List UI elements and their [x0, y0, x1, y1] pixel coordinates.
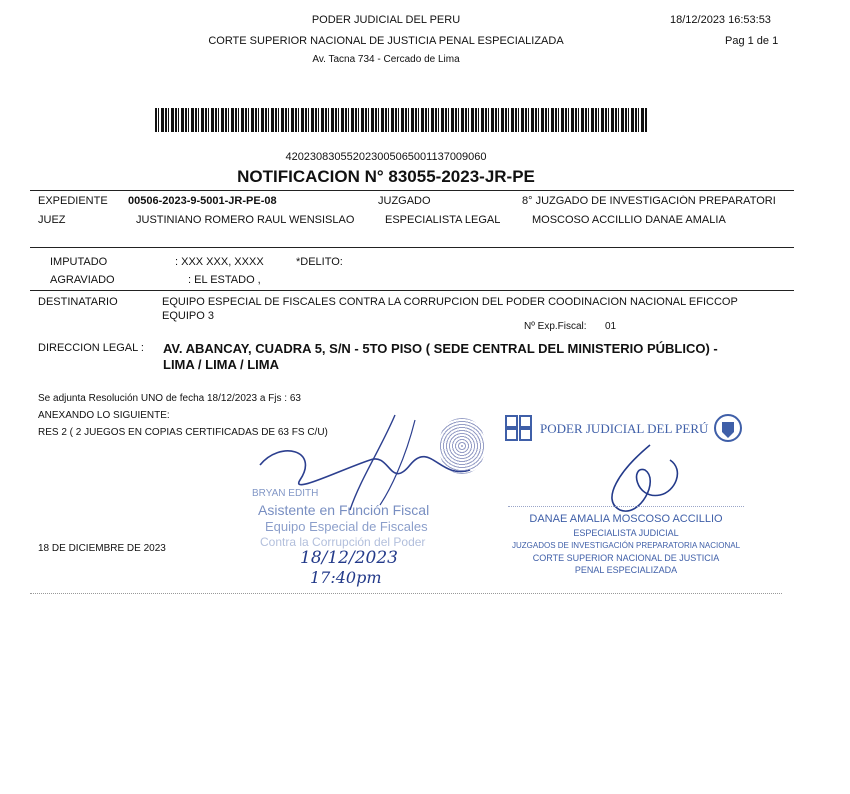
stamp-right-name: DANAE AMALIA MOSCOSO ACCILLIO — [529, 513, 723, 525]
stamp-left-role: Asistente en Función Fiscal — [258, 502, 430, 518]
imputado-value: : XXX XXX, XXXX — [175, 256, 264, 268]
destinatario-line1: EQUIPO ESPECIAL DE FISCALES CONTRA LA CORRUPCION DEL PODER COODINACION NACIONAL EFICCOP — [162, 296, 738, 308]
divider — [30, 190, 794, 191]
direccion-line2: LIMA / LIMA / LIMA — [163, 357, 280, 372]
juez-label: JUEZ — [38, 214, 66, 226]
expediente-label: EXPEDIENTE — [38, 195, 108, 207]
juzgado-value: 8° JUZGADO DE INVESTIGACIÓN PREPARATORI — [522, 195, 776, 207]
divider — [30, 247, 794, 248]
institution-name: PODER JUDICIAL DEL PERU — [311, 14, 461, 26]
stamp-right-court3: PENAL ESPECIALIZADA — [574, 565, 678, 575]
stamp-left-unit2: Contra la Corrupción del Poder — [260, 535, 426, 549]
handwritten-date: 18/12/2023 — [300, 548, 398, 568]
exp-fiscal-value: 01 — [605, 321, 617, 332]
court-address: Av. Tacna 734 - Cercado de Lima — [312, 54, 460, 65]
page-indicator: Pag 1 de 1 — [725, 35, 779, 47]
stamp-left-unit: Equipo Especial de Fiscales — [265, 519, 428, 534]
direccion-label: DIRECCION LEGAL : — [38, 342, 144, 354]
destinatario-label: DESTINATARIO — [38, 296, 118, 308]
especialista-label: ESPECIALISTA LEGAL — [385, 214, 501, 226]
print-datetime: 18/12/2023 16:53:53 — [670, 14, 771, 26]
handwritten-time: 17:40pm — [310, 568, 382, 587]
barcode-number: 420230830552023005065001137009060 — [285, 151, 487, 163]
juzgado-label: JUZGADO — [378, 195, 431, 207]
exp-fiscal-label: Nº Exp.Fiscal: — [524, 321, 587, 332]
stamp-right-logo-text: PODER JUDICIAL DEL PERÚ — [540, 421, 709, 436]
stamp-right-role: ESPECIALISTA JUDICIAL — [573, 528, 679, 538]
expediente-value: 00506-2023-9-5001-JR-PE-08 — [128, 195, 277, 207]
imputado-label: IMPUTADO — [50, 256, 108, 268]
judicial-logo-icon — [504, 414, 534, 442]
notification-title: NOTIFICACION N° 83055-2023-JR-PE — [237, 167, 535, 186]
footer-date: 18 DE DICIEMBRE DE 2023 — [38, 543, 166, 554]
barcode — [155, 108, 648, 132]
stamp-left-name: BRYAN EDITH — [252, 488, 319, 499]
agraviado-label: AGRAVIADO — [50, 274, 115, 286]
divider — [30, 290, 794, 291]
stamp-right-court2: CORTE SUPERIOR NACIONAL DE JUSTICIA — [532, 553, 720, 563]
signature-line — [508, 506, 744, 507]
fingerprint-icon — [440, 418, 484, 474]
agraviado-value: : EL ESTADO , — [188, 274, 261, 286]
stamp-right-court1: JUZGADOS DE INVESTIGACIÓN PREPARATORIA NACIONAL — [511, 541, 741, 550]
delito-label: *DELITO: — [296, 256, 343, 268]
resolution-detail: RES 2 ( 2 JUEGOS EN COPIAS CERTIFICADAS DE 63 FS C/U) — [38, 427, 328, 438]
juez-value: JUSTINIANO ROMERO RAUL WENSISLAO — [136, 214, 355, 226]
footer-divider — [30, 593, 782, 594]
especialista-value: MOSCOSO ACCILLIO DANAE AMALIA — [532, 214, 726, 226]
signature-right-icon — [590, 440, 690, 520]
destinatario-line2: EQUIPO 3 — [162, 310, 214, 322]
anexando-label: ANEXANDO LO SIGUIENTE: — [38, 410, 170, 421]
direccion-line1: AV. ABANCAY, CUADRA 5, S/N - 5TO PISO ( SEDE CENTRAL DEL MINISTERIO PÚBLICO) - — [163, 341, 718, 356]
adjunto-line: Se adjunta Resolución UNO de fecha 18/12/2023 a Fjs : 63 — [38, 393, 301, 404]
court-name: CORTE SUPERIOR NACIONAL DE JUSTICIA PENAL ESPECIALIZADA — [208, 35, 564, 47]
coat-of-arms-icon — [712, 412, 744, 444]
